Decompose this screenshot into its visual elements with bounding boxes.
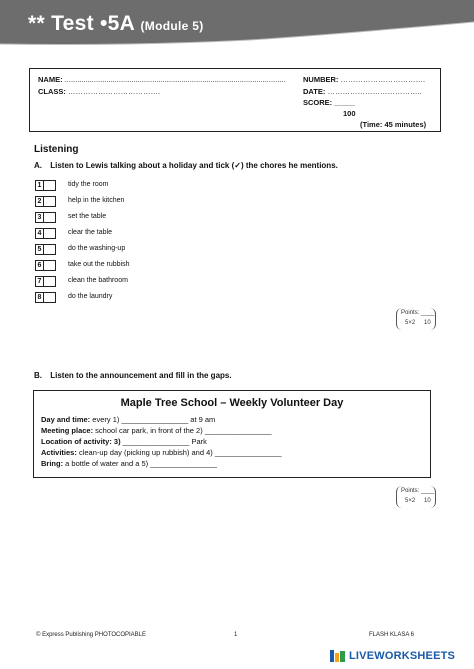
- score-field[interactable]: [303, 98, 355, 107]
- list-item: [35, 292, 235, 304]
- gap-line-text: clean-up day (picking up rubbish) and 4) ________________: [76, 448, 282, 457]
- chore-number: 7: [35, 276, 44, 287]
- chore-number: 5: [35, 244, 44, 255]
- gap-line-text: every 1) ________________ at 9 am: [90, 415, 216, 424]
- chore-number: 2: [35, 196, 44, 207]
- points-calc: 5×2: [405, 320, 416, 326]
- points-label: Points: ____: [401, 488, 435, 494]
- header-banner: [0, 0, 474, 48]
- gap-line-label: Location of activity: 3): [41, 437, 121, 446]
- points-box-a: [396, 308, 436, 330]
- gap-line[interactable]: [41, 459, 217, 468]
- footer-edition: FLASH KLASA 6: [369, 632, 415, 638]
- name-dots: ..........................................................................................................: [64, 75, 286, 84]
- tick-box[interactable]: [44, 292, 56, 303]
- module-label: (Module 5): [140, 19, 204, 33]
- gap-line-text: ________________ Park: [120, 437, 207, 446]
- task-a-letter: A.: [34, 161, 42, 170]
- task-b-letter: B.: [34, 371, 42, 380]
- list-item: [35, 276, 235, 288]
- chore-number: 1: [35, 180, 44, 191]
- gap-line[interactable]: [41, 426, 272, 435]
- gap-fill-title: Maple Tree School – Weekly Volunteer Day: [120, 397, 344, 409]
- points-box-b: [396, 486, 436, 508]
- chore-number: 4: [35, 228, 44, 239]
- listening-heading: Listening: [34, 144, 79, 155]
- gap-line-text: a bottle of water and a 5) ________________: [63, 459, 217, 468]
- chore-text: tidy the room: [68, 181, 109, 188]
- tick-box[interactable]: [44, 244, 56, 255]
- list-item: [35, 228, 235, 240]
- chore-text: clear the table: [68, 229, 112, 236]
- date-dots: ………………………………..: [327, 87, 422, 96]
- gap-line-label: Meeting place:: [41, 426, 94, 435]
- score-blank: _____: [334, 98, 356, 107]
- chore-text: help in the kitchen: [68, 197, 125, 204]
- gap-line-text: school car park, in front of the 2) ________________: [93, 426, 272, 435]
- chore-text: clean the bathroom: [68, 277, 128, 284]
- class-field[interactable]: [38, 87, 160, 96]
- tick-box[interactable]: [44, 196, 56, 207]
- time-label: (Time: 45 minutes): [360, 120, 427, 129]
- name-field[interactable]: [38, 75, 286, 84]
- chore-text: set the table: [68, 213, 107, 220]
- footer-page-number: 1: [234, 632, 238, 638]
- class-dots: ……………………………….: [68, 87, 161, 96]
- number-field[interactable]: [303, 75, 425, 84]
- tick-box[interactable]: [44, 180, 56, 191]
- gap-line-label: Day and time:: [41, 415, 91, 424]
- tick-box[interactable]: [44, 228, 56, 239]
- list-item: [35, 180, 235, 192]
- task-a-instruction: [34, 161, 338, 170]
- chore-text: take out the rubbish: [68, 261, 130, 268]
- list-item: [35, 244, 235, 256]
- date-field[interactable]: [303, 87, 422, 96]
- gap-line-label: Bring:: [41, 459, 64, 468]
- chore-number: 6: [35, 260, 44, 271]
- footer-copyright: © Express Publishing PHOTOCOPIABLE: [36, 632, 147, 638]
- date-label: DATE:: [303, 87, 326, 96]
- gap-line-label: Activities:: [41, 448, 77, 457]
- tick-box[interactable]: [44, 276, 56, 287]
- list-item: [35, 260, 235, 272]
- task-b-instruction: [34, 371, 232, 380]
- test-title-main: ** Test •5A: [28, 12, 135, 35]
- test-title: [28, 12, 204, 36]
- tick-box[interactable]: [44, 212, 56, 223]
- points-calc: 5×2: [405, 498, 416, 504]
- liveworksheets-icon: [330, 650, 346, 662]
- chore-number: 3: [35, 212, 44, 223]
- score-label: SCORE:: [303, 98, 333, 107]
- chore-text: do the laundry: [68, 293, 113, 300]
- list-item: [35, 212, 235, 224]
- list-item: [35, 196, 235, 208]
- class-label: CLASS:: [38, 87, 66, 96]
- tick-box[interactable]: [44, 260, 56, 271]
- gap-line[interactable]: [41, 437, 207, 446]
- chore-number: 8: [35, 292, 44, 303]
- task-a-text: Listen to Lewis talking about a holiday and tick (✓) the chores he mentions.: [50, 161, 338, 170]
- gap-line[interactable]: [41, 448, 282, 457]
- student-info-box: [29, 68, 441, 132]
- liveworksheets-text: LIVEWORKSHEETS: [349, 650, 456, 662]
- score-total: 100: [343, 109, 356, 118]
- number-label: NUMBER:: [303, 75, 339, 84]
- name-label: NAME:: [38, 75, 63, 84]
- points-denominator: 10: [424, 320, 431, 326]
- chore-text: do the washing-up: [68, 245, 126, 252]
- liveworksheets-logo[interactable]: [330, 649, 455, 663]
- task-b-text: Listen to the announcement and fill in the gaps.: [50, 371, 232, 380]
- points-label: Points: ____: [401, 310, 435, 316]
- number-dots: …………………………….: [340, 75, 426, 84]
- gap-fill-box: [33, 390, 431, 478]
- points-denominator: 10: [424, 498, 431, 504]
- gap-line[interactable]: [41, 415, 215, 424]
